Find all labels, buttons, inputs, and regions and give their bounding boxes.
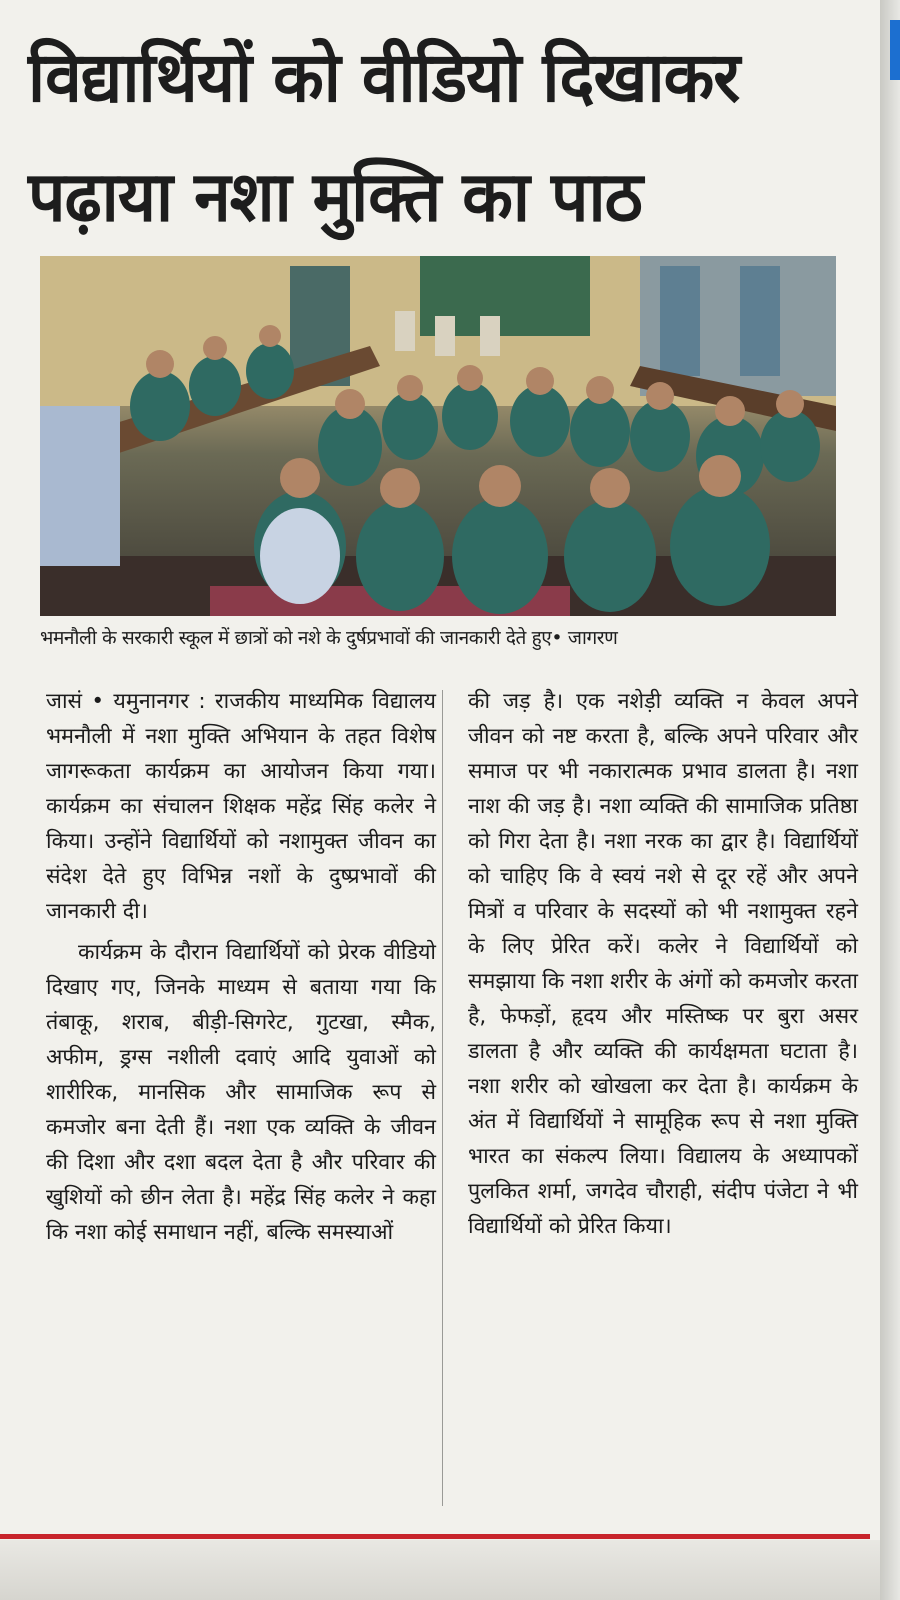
article-paragraph: की जड़ है। एक नशेड़ी व्यक्ति न केवल अपने जीवन को नष्ट करता है, बल्कि अपने परिवार और समाज पर भी नकारात्मक प्रभाव डालता है। नशा नाश की जड़ है। नशा व्यक्ति की सामाजिक प्रतिष्ठा को गिरा देता है। नशा नरक का द्वार है। विद्यार्थियों को चाहिए कि वे स्वयं नशे से दूर रहें और अपने मित्रों व परिवार के सदस्यों को भी नशामुक्त रहने के लिए प्रेरित करें। कलेर ने विद्यार्थियों को समझाया कि नशा शरीर के अंगों को कमजोर करता है, फेफड़ों, हृदय और मस्तिष्क पर बुरा असर डालता है और व्यक्ति की कार्यक्षमता घटाता है। नशा शरीर को खोखला कर देता है। कार्यक्रम के अंत में विद्यार्थियों ने सामूहिक रूप से नशा मुक्ति भारत का संकल्प लिया। विद्यालय के अध्यापकों पुलकित शर्मा, जगदेव चौराही, संदीप पंजेटा ने भी विद्यार्थियों को प्रेरित किया। <box>468 689 858 1239</box>
article-paragraph: जासं • यमुनानगर : राजकीय माध्यमिक विद्यालय भमनौली में नशा मुक्ति अभियान के तहत विशेष जागरूकता कार्यक्रम का आयोजन किया गया। कार्यक्रम का संचालन शिक्षक महेंद्र सिंह कलेर ने किया। उन्होंने विद्यार्थियों को नशामुक्त जीवन का संदेश देते हुए विभिन्न नशों के दुष्प्रभावों की जानकारी दी। <box>46 689 436 924</box>
blue-edge-marker <box>890 20 900 80</box>
article-column-left <box>46 684 436 1256</box>
page-edge <box>880 0 900 1600</box>
red-bottom-rule <box>0 1534 870 1539</box>
classroom-photo-illustration <box>40 256 836 616</box>
page-bottom-shade <box>0 1540 880 1600</box>
headline <box>28 18 868 257</box>
news-photo-classroom <box>40 256 836 616</box>
headline-line-2: पढ़ाया नशा मुक्ति का पाठ <box>28 156 642 238</box>
article-column-right <box>468 684 858 1250</box>
column-divider <box>442 690 443 1506</box>
headline-line-1: विद्यार्थियों को वीडियो दिखाकर <box>28 36 740 118</box>
article-paragraph: कार्यक्रम के दौरान विद्यार्थियों को प्रेरक वीडियो दिखाए गए, जिनके माध्यम से बताया गया कि तंबाकू, शराब, बीड़ी-सिगरेट, गुटखा, स्मैक, अफीम, ड्रग्स नशीली दवाएं आदि युवाओं को शारीरिक, मानसिक और सामाजिक रूप से कमजोर बना देती हैं। नशा एक व्यक्ति के जीवन की दिशा और दशा बदल देता है और परिवार की खुशियों को छीन लेता है। महेंद्र सिंह कलेर ने कहा कि नशा कोई समाधान नहीं, बल्कि समस्याओं <box>46 940 436 1245</box>
photo-caption: भमनौली के सरकारी स्कूल में छात्रों को नशे के दुर्षप्रभावों की जानकारी देते हुए• जागरण <box>40 627 618 649</box>
